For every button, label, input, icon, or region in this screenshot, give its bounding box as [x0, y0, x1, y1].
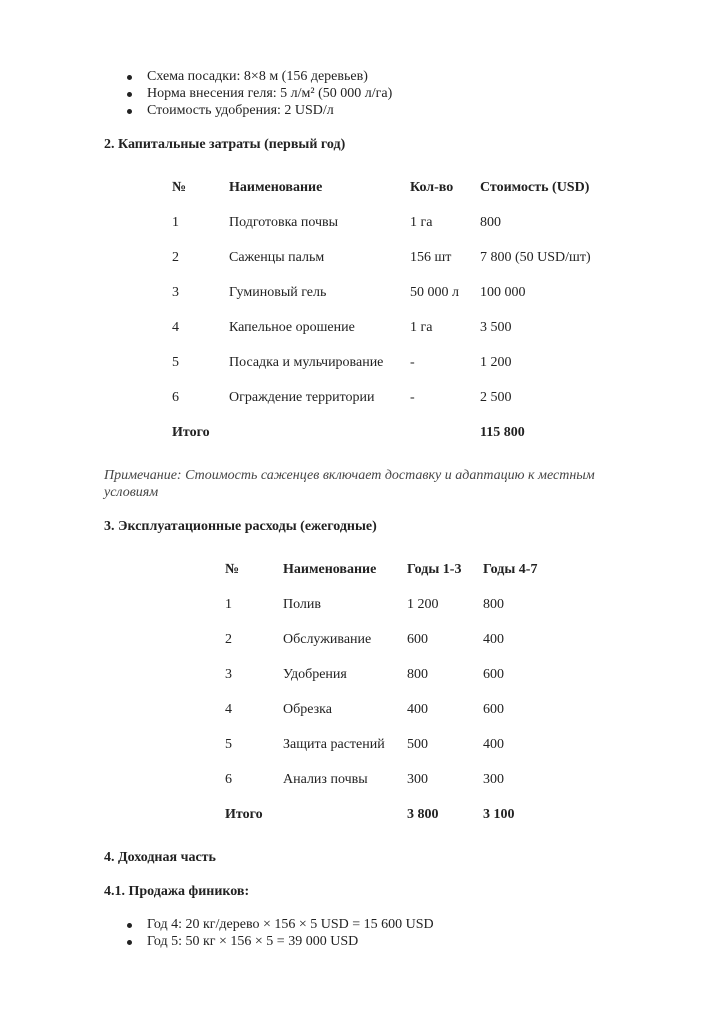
note: условиям: [104, 485, 159, 500]
table-cell: Саженцы пальм: [229, 250, 325, 265]
table-cell: 600: [483, 702, 504, 717]
table-cell: -: [410, 355, 415, 370]
table-cell: 5: [225, 737, 232, 752]
table-cell: 800: [407, 667, 428, 682]
table-cell: 1 200: [407, 597, 439, 612]
total-value: 3 800: [407, 807, 439, 822]
total-label: Итого: [172, 425, 210, 440]
table-header: Годы 4-7: [483, 562, 538, 577]
table-cell: Обслуживание: [283, 632, 372, 647]
table-cell: Защита растений: [283, 737, 385, 752]
table-cell: 50 000 л: [410, 285, 459, 300]
table-header: Наименование: [229, 180, 323, 195]
table-cell: 300: [483, 772, 504, 787]
total-label: Итого: [225, 807, 263, 822]
table-cell: 100 000: [480, 285, 526, 300]
table-cell: 5: [172, 355, 179, 370]
table-cell: 7 800 (50 USD/шт): [480, 250, 591, 265]
table-cell: 156 шт: [410, 250, 452, 265]
table-cell: 2 500: [480, 390, 512, 405]
total-value: 115 800: [480, 425, 525, 440]
table-cell: 1 га: [410, 215, 433, 230]
section-heading: 2. Капитальные затраты (первый год): [104, 137, 346, 152]
table-cell: 6: [172, 390, 179, 405]
table-cell: 1 га: [410, 320, 433, 335]
table-cell: 800: [483, 597, 504, 612]
bullet-icon: [127, 940, 132, 945]
bullet-icon: [127, 109, 132, 114]
section-heading: 3. Эксплуатационные расходы (ежегодные): [104, 519, 377, 534]
table-cell: 4: [225, 702, 232, 717]
table-cell: -: [410, 390, 415, 405]
table-cell: Полив: [283, 597, 322, 612]
table-cell: 1 200: [480, 355, 512, 370]
table-cell: 400: [483, 632, 504, 647]
bullet-item: Схема посадки: 8×8 м (156 деревьев): [147, 69, 368, 84]
table-header: Кол-во: [410, 180, 454, 195]
bullet-item: Год 4: 20 кг/дерево × 156 × 5 USD = 15 600 USD: [147, 917, 434, 932]
note: Примечание: Стоимость саженцев включает доставку и адаптацию к местным: [104, 468, 595, 483]
table-cell: 800: [480, 215, 501, 230]
table-header: Годы 1-3: [407, 562, 462, 577]
table-cell: 2: [172, 250, 179, 265]
table-cell: 1: [172, 215, 179, 230]
table-header: Стоимость (USD): [480, 180, 590, 195]
bullet-item: Год 5: 50 кг × 156 × 5 = 39 000 USD: [147, 934, 359, 949]
section-heading: 4. Доходная часть: [104, 850, 216, 865]
table-cell: Удобрения: [283, 667, 347, 682]
table-cell: Посадка и мульчирование: [229, 355, 384, 370]
table-cell: Ограждение территории: [229, 390, 375, 405]
table-cell: 2: [225, 632, 232, 647]
table-cell: 600: [483, 667, 504, 682]
table-cell: Подготовка почвы: [229, 215, 339, 230]
table-cell: Гуминовый гель: [229, 285, 327, 300]
table-cell: 400: [407, 702, 428, 717]
table-cell: 500: [407, 737, 428, 752]
total-value: 3 100: [483, 807, 515, 822]
bullet-item: Стоимость удобрения: 2 USD/л: [147, 103, 334, 118]
table-header: №: [172, 180, 187, 195]
table-cell: 600: [407, 632, 428, 647]
table-cell: 4: [172, 320, 179, 335]
table-cell: 400: [483, 737, 504, 752]
bullet-icon: [127, 75, 132, 80]
table-cell: 3 500: [480, 320, 512, 335]
table-cell: 3: [225, 667, 232, 682]
table-header: №: [225, 562, 240, 577]
table-header: Наименование: [283, 562, 377, 577]
table-cell: 3: [172, 285, 179, 300]
bullet-item: Норма внесения геля: 5 л/м² (50 000 л/га): [147, 86, 393, 101]
table-cell: 6: [225, 772, 232, 787]
table-cell: Капельное орошение: [229, 320, 355, 335]
table-cell: Анализ почвы: [283, 772, 368, 787]
table-cell: Обрезка: [283, 702, 332, 717]
table-cell: 1: [225, 597, 232, 612]
subsection-heading: 4.1. Продажа фиников:: [104, 884, 250, 899]
bullet-icon: [127, 923, 132, 928]
bullet-icon: [127, 92, 132, 97]
table-cell: 300: [407, 772, 428, 787]
